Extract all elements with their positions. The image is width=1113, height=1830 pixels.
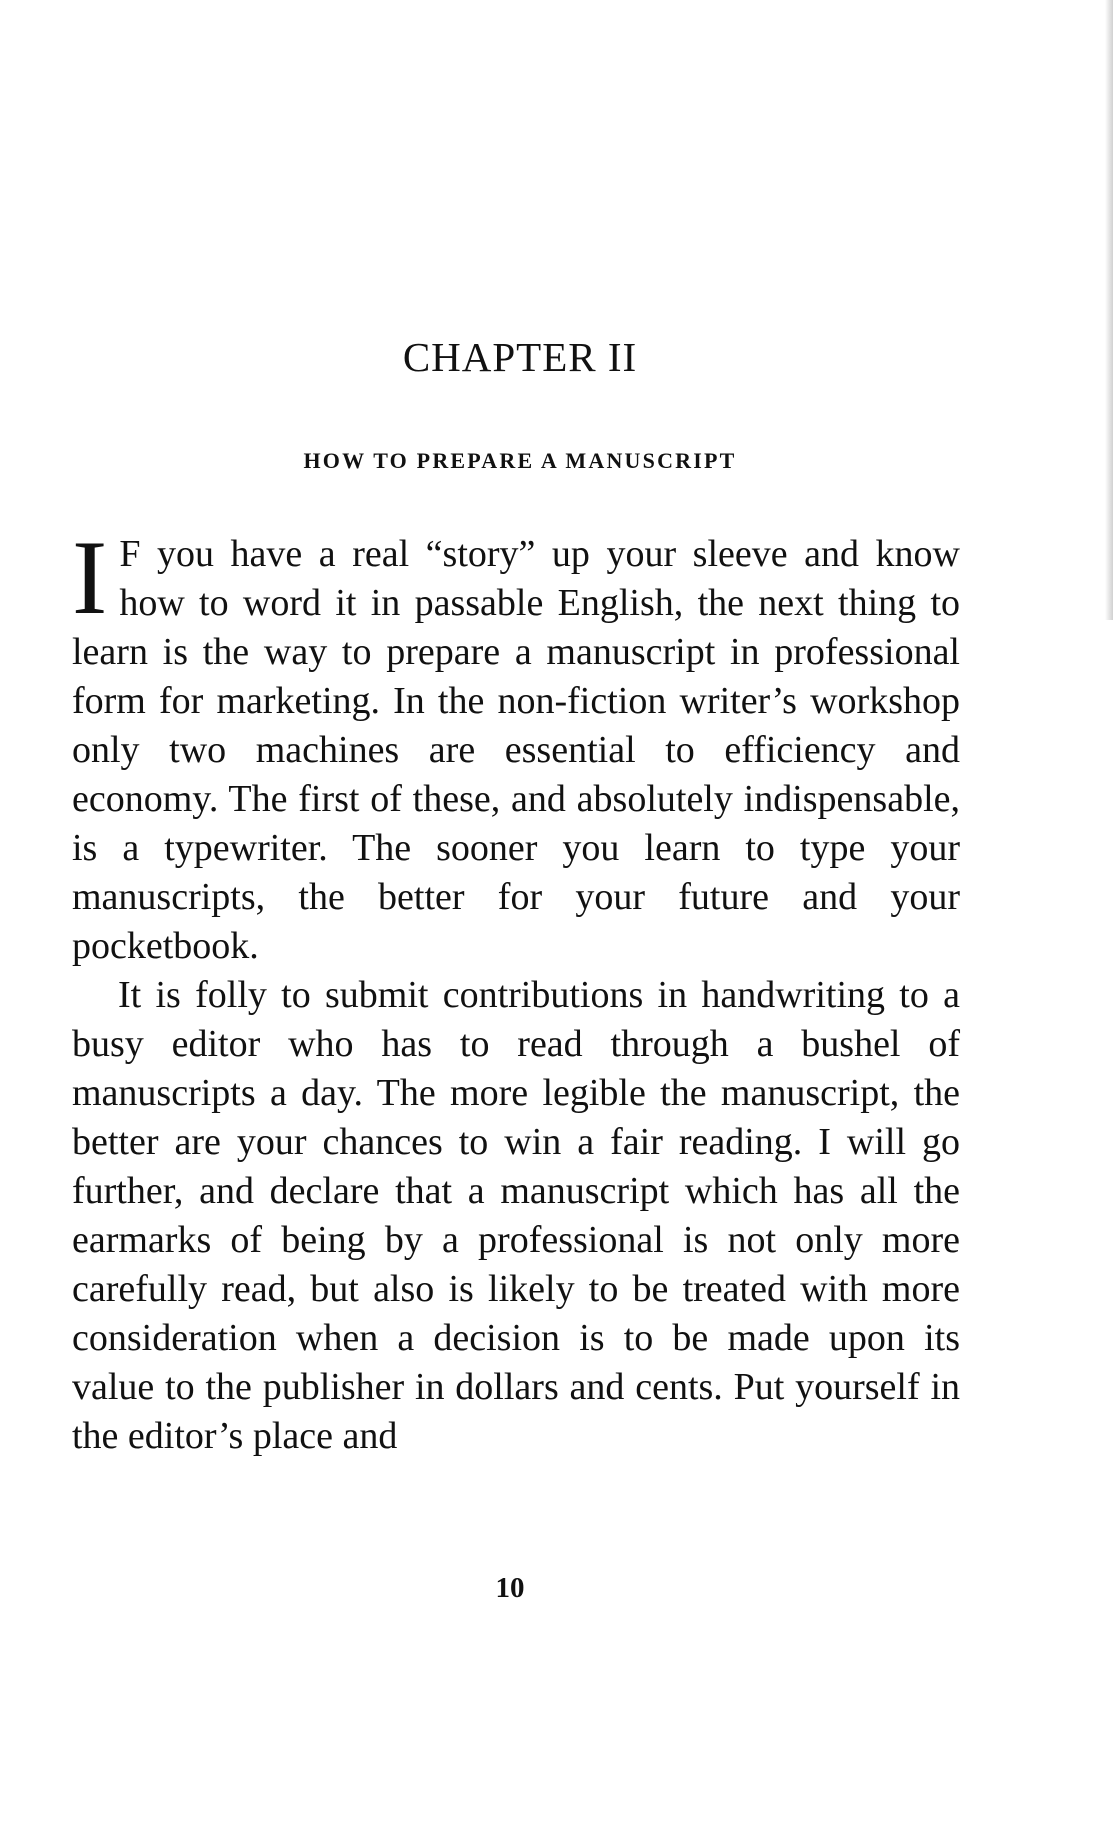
chapter-subtitle: HOW TO PREPARE A MANUSCRIPT — [303, 448, 737, 473]
scan-edge-shadow — [1105, 0, 1113, 620]
drop-cap: I — [72, 519, 108, 636]
paragraph-1-text: F you have a real “story” up your sleeve and know how to word it in passable English, the next thing to learn is the way to prepare a manuscript in professional form for marketing. In the non-fiction writer’s workshop only two machines are essential to efficiency and economy. The first of these, and absolutely indispensable, is a typewriter. The sooner you learn to type your manuscripts, the better for your future and your pocketbook. — [72, 533, 960, 967]
paragraph-1 — [72, 519, 960, 971]
main-text — [72, 519, 960, 1461]
paragraph-2: It is folly to submit contributions in handwriting to a busy editor who has to read through a bushel of manuscripts a day. The more legible the manuscript, the better are your chances to win a fair reading. I will go further, and declare that a manuscript which has all the earmarks of being by a professional is not only more carefully read, but also is likely to be treated with more consideration when a decision is to be made upon its value to the publisher in dollars and cents. Put yourself in the editor’s place and — [72, 974, 960, 1457]
page-number: 10 — [495, 1572, 525, 1604]
chapter-title: CHAPTER II — [402, 334, 638, 380]
